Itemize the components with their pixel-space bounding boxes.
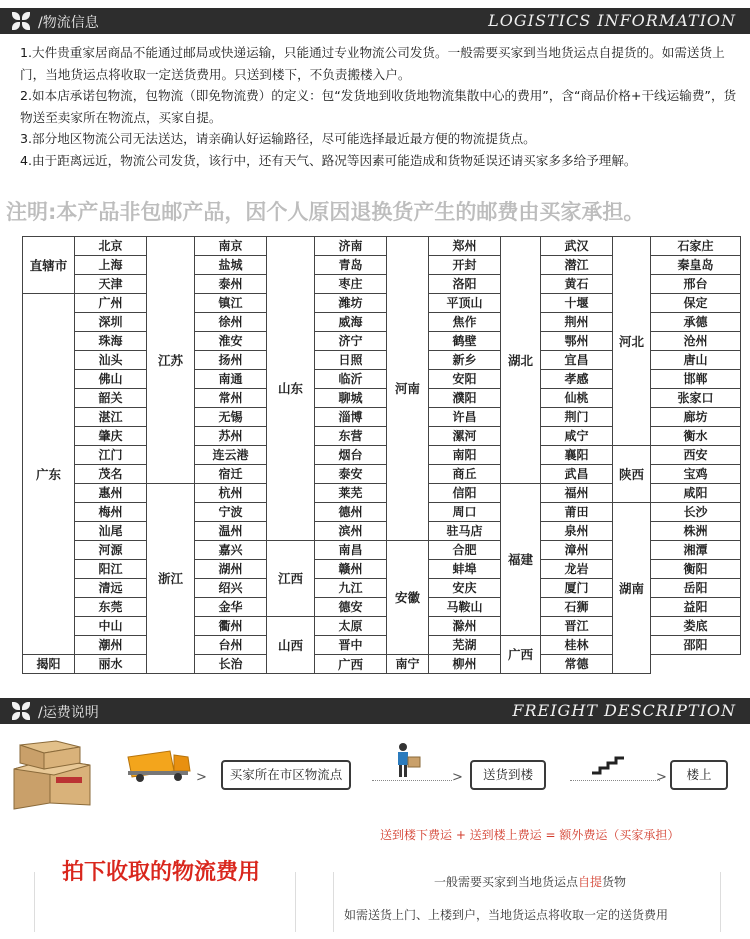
city-cell: 漯河 xyxy=(429,427,501,446)
table-row xyxy=(23,446,741,465)
city-cell: 常德 xyxy=(541,655,613,674)
city-cell: 天津 xyxy=(75,275,147,294)
city-cell: 晋江 xyxy=(541,617,613,636)
city-cell: 荆州 xyxy=(541,313,613,332)
city-cell: 张家口 xyxy=(651,389,741,408)
province-cell: 江西 xyxy=(267,541,315,617)
postage-warning: 注明:本产品非包邮产品，因个人原因退换货产生的邮费由买家承担。 xyxy=(6,200,645,224)
city-cell: 南宁 xyxy=(387,655,429,674)
city-cell: 衡阳 xyxy=(651,560,741,579)
city-cell: 蚌埠 xyxy=(429,560,501,579)
city-cell: 盐城 xyxy=(195,256,267,275)
city-cell: 驻马店 xyxy=(429,522,501,541)
city-cell: 衡水 xyxy=(651,427,741,446)
city-cell: 肇庆 xyxy=(75,427,147,446)
table-row xyxy=(23,237,741,256)
city-cell: 德安 xyxy=(315,598,387,617)
city-cell: 新乡 xyxy=(429,351,501,370)
city-cell: 滁州 xyxy=(429,617,501,636)
city-cell: 东营 xyxy=(315,427,387,446)
city-cell: 泰安 xyxy=(315,465,387,484)
flow-arrow: > xyxy=(196,770,207,785)
freight-flow xyxy=(0,733,750,829)
logistics-notes xyxy=(20,42,740,171)
city-cell: 衢州 xyxy=(195,617,267,636)
city-cell: 临沂 xyxy=(315,370,387,389)
city-cell: 温州 xyxy=(195,522,267,541)
city-cell: 宝鸡 xyxy=(651,465,741,484)
city-cell: 桂林 xyxy=(541,636,613,655)
city-cell: 柳州 xyxy=(429,655,501,674)
city-cell: 苏州 xyxy=(195,427,267,446)
city-cell: 台州 xyxy=(195,636,267,655)
province-cell: 陕西 xyxy=(613,446,651,503)
city-cell: 深圳 xyxy=(75,313,147,332)
city-cell: 信阳 xyxy=(429,484,501,503)
stairs-icon xyxy=(592,755,628,775)
city-cell: 金华 xyxy=(195,598,267,617)
header-title-en: FREIGHT DESCRIPTION xyxy=(512,701,736,720)
city-cell: 淮安 xyxy=(195,332,267,351)
city-cell: 许昌 xyxy=(429,408,501,427)
city-cell: 仙桃 xyxy=(541,389,613,408)
city-cell: 洛阳 xyxy=(429,275,501,294)
city-cell: 咸宁 xyxy=(541,427,613,446)
city-cell: 龙岩 xyxy=(541,560,613,579)
city-cell: 湛江 xyxy=(75,408,147,427)
province-cell: 江苏 xyxy=(147,237,195,484)
city-cell: 南通 xyxy=(195,370,267,389)
city-cell: 佛山 xyxy=(75,370,147,389)
city-cell: 福州 xyxy=(541,484,613,503)
province-cell: 福建 xyxy=(501,484,541,636)
flow-step-upstairs: 楼上 xyxy=(670,760,728,790)
flow-dotted-line xyxy=(372,780,452,781)
city-cell: 石狮 xyxy=(541,598,613,617)
flow-dotted-line xyxy=(570,780,660,781)
delivery-worker-icon xyxy=(394,741,422,781)
city-cell: 唐山 xyxy=(651,351,741,370)
city-cell: 汕尾 xyxy=(75,522,147,541)
note-item: 2.如本店承诺包物流，包物流（即免物流费）的定义：包“发货地到收货地物流集散中心的费用”，含“商品价格+干线运输费”，货物送至卖家所在物流点，买家自提。 xyxy=(20,88,737,125)
city-cell: 赣州 xyxy=(315,560,387,579)
city-cell: 长沙 xyxy=(651,503,741,522)
city-cell: 中山 xyxy=(75,617,147,636)
city-cell: 邢台 xyxy=(651,275,741,294)
city-cell: 绍兴 xyxy=(195,579,267,598)
city-cell: 石家庄 xyxy=(651,237,741,256)
city-cell: 芜湖 xyxy=(429,636,501,655)
city-cell: 鄂州 xyxy=(541,332,613,351)
city-cell: 南京 xyxy=(195,237,267,256)
city-cell: 安庆 xyxy=(429,579,501,598)
city-cell: 郑州 xyxy=(429,237,501,256)
extra-fee-formula: 送到楼下费运 + 送到楼上费运 = 额外费运（买家承担） xyxy=(380,828,680,842)
city-cell: 晋中 xyxy=(315,636,387,655)
city-cell: 连云港 xyxy=(195,446,267,465)
city-cell: 咸阳 xyxy=(651,484,741,503)
province-cell: 直辖市 xyxy=(23,237,75,294)
freight-header xyxy=(0,698,750,724)
city-cell: 滨州 xyxy=(315,522,387,541)
province-cell: 湖南 xyxy=(613,503,651,674)
city-cell: 莱芜 xyxy=(315,484,387,503)
city-cell: 常州 xyxy=(195,389,267,408)
city-cell: 珠海 xyxy=(75,332,147,351)
city-cell: 湘潭 xyxy=(651,541,741,560)
city-cell: 南昌 xyxy=(315,541,387,560)
city-cell: 安阳 xyxy=(429,370,501,389)
city-cell: 莆田 xyxy=(541,503,613,522)
city-cell: 平顶山 xyxy=(429,294,501,313)
city-cell: 孝感 xyxy=(541,370,613,389)
city-cell: 徐州 xyxy=(195,313,267,332)
logistics-header xyxy=(0,8,750,34)
city-cell: 承德 xyxy=(651,313,741,332)
city-cell: 日照 xyxy=(315,351,387,370)
city-cell: 黄石 xyxy=(541,275,613,294)
province-cell: 广东 xyxy=(23,294,75,655)
cardboard-boxes-icon xyxy=(10,739,94,811)
province-cell: 湖北 xyxy=(501,237,541,484)
city-cell: 济宁 xyxy=(315,332,387,351)
flow-step-pickup-point: 买家所在市区物流点 xyxy=(221,760,351,790)
province-cell: 广西 xyxy=(315,655,387,674)
province-cell: 浙江 xyxy=(147,484,195,674)
city-cell: 保定 xyxy=(651,294,741,313)
city-cell: 汕头 xyxy=(75,351,147,370)
province-cell: 安徽 xyxy=(387,541,429,655)
city-cell: 无锡 xyxy=(195,408,267,427)
city-cell: 北京 xyxy=(75,237,147,256)
city-cell: 沧州 xyxy=(651,332,741,351)
city-cell: 嘉兴 xyxy=(195,541,267,560)
city-cell: 漳州 xyxy=(541,541,613,560)
city-cell: 开封 xyxy=(429,256,501,275)
self-pickup-note: 一般需要买家到当地货运点自提货物 xyxy=(434,875,627,889)
city-cell: 梅州 xyxy=(75,503,147,522)
city-cell: 江门 xyxy=(75,446,147,465)
note-item: 4.由于距离远近，物流公司发货，该行中，还有天气、路况等因素可能造成和货物延误还请买家多多给予理解。 xyxy=(20,152,637,168)
city-cell: 威海 xyxy=(315,313,387,332)
city-cell: 杭州 xyxy=(195,484,267,503)
city-cell: 宜昌 xyxy=(541,351,613,370)
leaf-logo-icon xyxy=(12,702,32,720)
header-title-en: LOGISTICS INFORMATION xyxy=(488,11,736,30)
note-item: 1.大件贵重家居商品不能通过邮局或快递运输，只能通过专业物流公司发货。一般需要买家到当地货运点自提货的。如需送货上门，当地货运点将收取一定送货费用。只送到楼下，不负责搬楼入户。 xyxy=(20,45,725,82)
city-cell: 株洲 xyxy=(651,522,741,541)
city-cell: 宿迁 xyxy=(195,465,267,484)
city-cell: 九江 xyxy=(315,579,387,598)
city-cell: 潜江 xyxy=(541,256,613,275)
city-cell: 韶关 xyxy=(75,389,147,408)
flow-arrow: > xyxy=(656,770,667,785)
province-cell: 河南 xyxy=(387,237,429,541)
city-cell: 武昌 xyxy=(541,465,613,484)
city-cell: 秦皇岛 xyxy=(651,256,741,275)
city-cell: 镇江 xyxy=(195,294,267,313)
leaf-logo-icon xyxy=(12,12,32,30)
city-cell: 泉州 xyxy=(541,522,613,541)
city-cell: 揭阳 xyxy=(23,655,75,674)
city-cell: 青岛 xyxy=(315,256,387,275)
table-row xyxy=(23,503,741,522)
flow-arrow: > xyxy=(452,770,463,785)
city-cell: 济南 xyxy=(315,237,387,256)
city-cell: 潍坊 xyxy=(315,294,387,313)
city-cell: 邵阳 xyxy=(651,636,741,655)
city-cell: 烟台 xyxy=(315,446,387,465)
city-cell: 鹤壁 xyxy=(429,332,501,351)
city-cell: 南阳 xyxy=(429,446,501,465)
city-cell: 焦作 xyxy=(429,313,501,332)
city-cell: 周口 xyxy=(429,503,501,522)
flow-step-to-building: 送货到楼 xyxy=(470,760,546,790)
note-item: 3.部分地区物流公司无法送达，请亲确认好运输路径，尽可能选择最近最方便的物流提货点。 xyxy=(20,131,536,146)
city-cell: 扬州 xyxy=(195,351,267,370)
province-cell: 广西 xyxy=(501,636,541,674)
city-cell: 潮州 xyxy=(75,636,147,655)
province-cell: 山西 xyxy=(267,617,315,674)
city-cell: 广州 xyxy=(75,294,147,313)
city-cell: 厦门 xyxy=(541,579,613,598)
city-cell: 襄阳 xyxy=(541,446,613,465)
city-cell: 惠州 xyxy=(75,484,147,503)
shipping-fee-title: 拍下收取的物流费用 xyxy=(62,860,261,885)
city-cell: 德州 xyxy=(315,503,387,522)
delivery-fee-note: 如需送货上门、上楼到户，当地货运点将收取一定的送货费用 xyxy=(344,908,669,922)
city-cell: 西安 xyxy=(651,446,741,465)
city-cell: 邯郸 xyxy=(651,370,741,389)
city-cell: 太原 xyxy=(315,617,387,636)
province-cell: 河北 xyxy=(613,237,651,446)
city-cell: 泰州 xyxy=(195,275,267,294)
logistics-city-table xyxy=(22,236,741,674)
city-cell: 武汉 xyxy=(541,237,613,256)
city-cell: 长治 xyxy=(195,655,267,674)
city-cell: 荆门 xyxy=(541,408,613,427)
header-title-zh: /运费说明 xyxy=(38,705,99,721)
city-cell: 宁波 xyxy=(195,503,267,522)
city-cell: 益阳 xyxy=(651,598,741,617)
city-cell: 岳阳 xyxy=(651,579,741,598)
delivery-truck-icon xyxy=(124,747,194,785)
city-cell: 河源 xyxy=(75,541,147,560)
city-cell: 茂名 xyxy=(75,465,147,484)
city-cell: 商丘 xyxy=(429,465,501,484)
city-cell: 淄博 xyxy=(315,408,387,427)
city-cell: 聊城 xyxy=(315,389,387,408)
city-cell: 马鞍山 xyxy=(429,598,501,617)
city-cell: 阳江 xyxy=(75,560,147,579)
city-cell: 娄底 xyxy=(651,617,741,636)
city-cell: 湖州 xyxy=(195,560,267,579)
city-cell: 廊坊 xyxy=(651,408,741,427)
city-cell: 合肥 xyxy=(429,541,501,560)
province-cell: 山东 xyxy=(267,237,315,541)
city-cell: 十堰 xyxy=(541,294,613,313)
city-cell: 东莞 xyxy=(75,598,147,617)
header-title-zh: /物流信息 xyxy=(38,15,99,31)
city-cell: 丽水 xyxy=(75,655,147,674)
city-cell: 枣庄 xyxy=(315,275,387,294)
city-cell: 上海 xyxy=(75,256,147,275)
city-cell: 濮阳 xyxy=(429,389,501,408)
city-cell: 清远 xyxy=(75,579,147,598)
